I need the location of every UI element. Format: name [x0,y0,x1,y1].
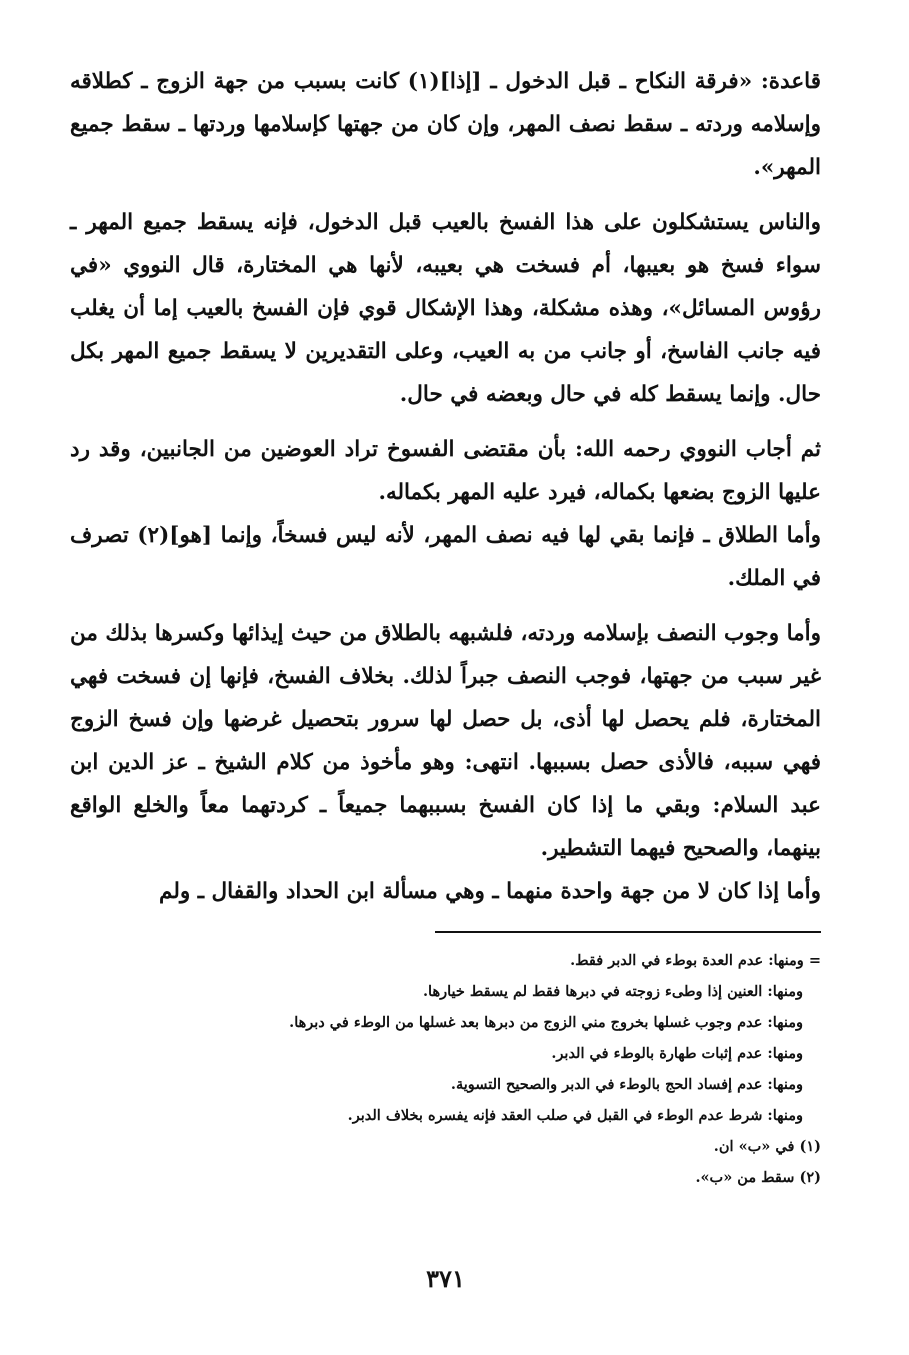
footnote-separator [435,931,821,933]
footnotes [70,945,821,1193]
footnote-1: (١) في «ب» ان. [713,1138,821,1155]
footnote-continued-line: ومنها: العنين إذا وطىء زوجته في دبرها فقط لم يسقط خيارها. [422,983,803,1000]
paragraph-continuation: وأما إذا كان لا من جهة واحدة منهما ـ وهي مسألة ابن الحداد والقفال ـ ولم [159,879,821,904]
footnote-continued-line: ومنها: عدم إفساد الحج بالوطء في الدبر والصحيح التسوية. [450,1076,803,1093]
paragraph-talaq: وأما الطلاق ـ فإنما بقي لها فيه نصف المهر، لأنه ليس فسخاً، وإنما [هو](٢) تصرف في الملك. [70,523,821,591]
paragraph-nawawi-answer: ثم أجاب النووي رحمه الله: بأن مقتضى الفسوخ تراد العوضين من الجانبين، وقد رد عليها الزوج بضعها بكماله، فيرد عليه المهر بكماله. [70,437,821,505]
footnote-continued-line: = ومنها: عدم العدة بوطء في الدبر فقط. [570,952,821,969]
paragraph-rule: قاعدة: «فرقة النكاح ـ قبل الدخول ـ [إذا](١) كانت بسبب من جهة الزوج ـ كطلاقه وإسلامه وردته ـ سقط نصف المهر، وإن كان من جهتها كإسلامها وردتها ـ سقط جميع المهر». [70,69,821,180]
footnote-continued-line: ومنها: شرط عدم الوطء في القبل في صلب العقد فإنه يفسره بخلاف الدبر. [347,1107,803,1124]
footnote-continued-line: ومنها: عدم إثبات طهارة بالوطء في الدبر. [551,1045,803,1062]
footnote-continued-line: ومنها: عدم وجوب غسلها بخروج مني الزوج من دبرها بعد غسلها من الوطء في دبرها. [289,1014,803,1031]
paragraph-half-dowry: وأما وجوب النصف بإسلامه وردته، فلشبهه بالطلاق من حيث إيذائها وكسرها بذلك من غير سبب من جهتها، فوجب النصف جبراً لذلك. بخلاف الفسخ، فإنها إن فسخت فهي المختارة، فلم يحصل لها أذى، بل حصل لها سرور بتحصيل غرضها وإن فسخ الزوج فهي سببه، فالأذى حصل بسببها. انتهى: وهو مأخوذ من كلام الشيخ ـ عز الدين ابن عبد السلام: وبقي ما إذا كان الفسخ بسببهما جميعاً ـ كردتهما معاً والخلع الواقع بينهما، والصحيح فيهما التشطير. [70,621,821,861]
footnote-2: (٢) سقط من «ب». [695,1169,821,1186]
paragraph-objection: والناس يستشكلون على هذا الفسخ بالعيب قبل الدخول، فإنه يسقط جميع المهر ـ سواء فسخ هو بعيبها، أم فسخت هي بعيبه، لأنها هي المختارة، قال النووي «في رؤوس المسائل»، وهذه مشكلة، وهذا الإشكال قوي فإن الفسخ بالعيب إما أن يغلب فيه جانب الفاسخ، أو جانب من به العيب، وعلى التقديرين لا يسقط جميع المهر بكل حال. وإنما يسقط كله في حال وبعضه في حال. [70,210,821,407]
page-number: ٣٧١ [426,1264,465,1293]
document-page [70,60,821,1355]
